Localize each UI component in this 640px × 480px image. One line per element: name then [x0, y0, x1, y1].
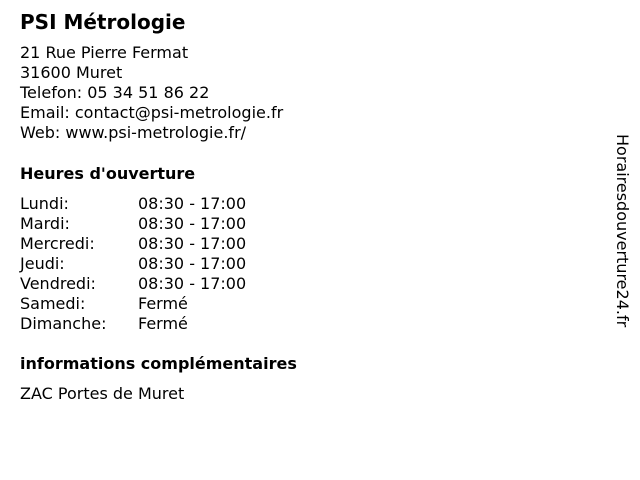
hours-row-saturday	[20, 294, 320, 314]
watermark	[612, 134, 636, 374]
hours-row-thursday	[20, 254, 320, 274]
hours-row-wednesday	[20, 234, 320, 254]
time-value: Fermé	[138, 294, 188, 313]
day-label: Mardi:	[20, 214, 70, 233]
hours-heading: Heures d'ouverture	[20, 164, 196, 183]
day-label: Vendredi:	[20, 274, 96, 293]
hours-row-friday	[20, 274, 320, 294]
time-value: 08:30 - 17:00	[138, 214, 247, 233]
time-value: 08:30 - 17:00	[138, 234, 247, 253]
info-text: ZAC Portes de Muret	[20, 384, 185, 403]
day-label: Lundi:	[20, 194, 69, 213]
hours-row-tuesday	[20, 214, 320, 234]
email-address: Email: contact@psi-metrologie.fr	[20, 103, 284, 122]
time-value: 08:30 - 17:00	[138, 274, 247, 293]
watermark-text: Horairesdouverture24.fr	[613, 134, 632, 328]
address-street: 21 Rue Pierre Fermat	[20, 43, 189, 62]
day-label: Mercredi:	[20, 234, 95, 253]
day-label: Jeudi:	[20, 254, 65, 273]
hours-row-monday	[20, 194, 320, 214]
business-name: PSI Métrologie	[20, 10, 186, 34]
time-value: Fermé	[138, 314, 188, 333]
time-value: 08:30 - 17:00	[138, 194, 247, 213]
hours-table	[20, 194, 320, 334]
contact-block	[20, 43, 283, 143]
phone-number: Telefon: 05 34 51 86 22	[20, 83, 210, 102]
address-city: 31600 Muret	[20, 63, 123, 82]
time-value: 08:30 - 17:00	[138, 254, 247, 273]
hours-row-sunday	[20, 314, 320, 334]
website: Web: www.psi-metrologie.fr/	[20, 123, 247, 142]
day-label: Samedi:	[20, 294, 86, 313]
info-heading: informations complémentaires	[20, 354, 297, 373]
day-label: Dimanche:	[20, 314, 107, 333]
